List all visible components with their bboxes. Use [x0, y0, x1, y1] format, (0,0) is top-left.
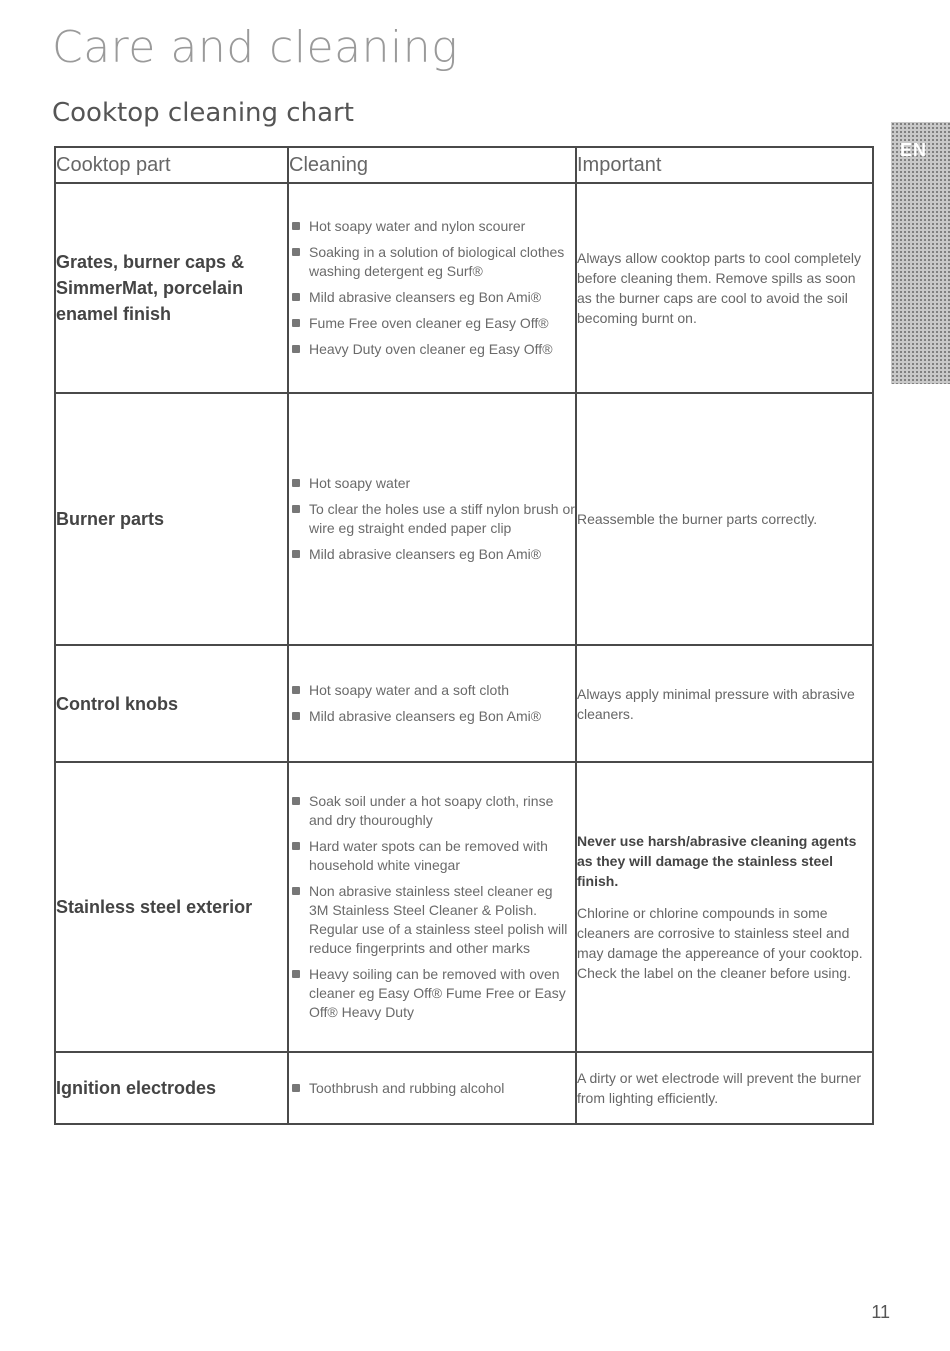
table-header-row: [55, 147, 873, 183]
cleaning-item-text: Heavy soiling can be removed with oven cleaner eg Easy Off® Fume Free or Easy Off® Heavy Duty: [309, 966, 566, 1020]
square-bullet-icon: [292, 222, 300, 230]
important-cell: [576, 393, 873, 645]
important-text: Always apply minimal pressure with abrasive cleaners.: [577, 685, 855, 722]
square-bullet-icon: [292, 479, 300, 487]
header-cooktop-part: Cooktop part: [55, 147, 288, 183]
cleaning-item: [289, 500, 575, 538]
important-text: Chlorine or chlorine compounds in some cleaners are corrosive to stainless steel and may damage the appereance of your cooktop. Check the label on the cleaner before using.: [577, 905, 863, 981]
cleaning-item-text: Toothbrush and rubbing alcohol: [309, 1079, 505, 1096]
cleaning-item: [289, 837, 575, 875]
important-warning-text: Never use harsh/abrasive cleaning agents as they will damage the stainless steel finish.: [577, 833, 857, 889]
cleaning-item-text: Soaking in a solution of biological clothes washing detergent eg Surf®: [309, 244, 565, 279]
cleaning-item: [289, 707, 575, 726]
cleaning-item: [289, 243, 575, 281]
cleaning-item: [289, 965, 575, 1022]
cleaning-cell: [288, 1052, 576, 1124]
cleaning-item-text: Heavy Duty oven cleaner eg Easy Off®: [309, 341, 553, 357]
important-text: Reassemble the burner parts correctly.: [577, 511, 818, 527]
cleaning-item-text: Mild abrasive cleansers eg Bon Ami®: [309, 289, 542, 305]
table-row: [55, 762, 873, 1052]
important-cell: [576, 762, 873, 1052]
page-number: 11: [871, 1302, 890, 1322]
part-cell: Grates, burner caps & SimmerMat, porcelain enamel finish: [55, 183, 288, 393]
cooktop-cleaning-table: [54, 146, 874, 1125]
square-bullet-icon: [292, 712, 300, 720]
cleaning-cell: [288, 393, 576, 645]
square-bullet-icon: [292, 248, 300, 256]
cleaning-list: [289, 1079, 575, 1098]
cleaning-list: [289, 474, 575, 564]
cleaning-item-text: Hard water spots can be removed with household white vinegar: [309, 838, 548, 873]
cleaning-cell: [288, 183, 576, 393]
cleaning-item-text: Hot soapy water: [309, 475, 411, 491]
cleaning-list: [289, 217, 575, 359]
cleaning-item-text: Hot soapy water and a soft cloth: [309, 682, 509, 698]
cleaning-item: [289, 288, 575, 307]
section-title: Cooktop cleaning chart: [52, 98, 354, 128]
cleaning-item: [289, 1079, 575, 1098]
cleaning-item: [289, 340, 575, 359]
cleaning-item-text: Non abrasive stainless steel cleaner eg 3M Stainless Steel Cleaner & Polish. Regular use of a stainless steel polish will reduce fingerprints and other marks: [309, 883, 568, 956]
header-important: Important: [576, 147, 873, 183]
important-text: Always allow cooktop parts to cool completely before cleaning them. Remove spills as soon as the burner caps are cool to avoid the soil becoming burnt on.: [577, 250, 862, 326]
table-row: [55, 183, 873, 393]
square-bullet-icon: [292, 293, 300, 301]
cleaning-item-text: To clear the holes use a stiff nylon brush or wire eg straight ended paper clip: [309, 501, 575, 536]
important-text: A dirty or wet electrode will prevent the burner from lighting efficiently.: [577, 1070, 862, 1106]
cleaning-list: [289, 681, 575, 726]
part-cell: Control knobs: [55, 645, 288, 762]
cleaning-item: [289, 474, 575, 493]
page-title: Care and cleaning: [52, 22, 458, 73]
cleaning-item-text: Mild abrasive cleansers eg Bon Ami®: [309, 708, 542, 724]
square-bullet-icon: [292, 970, 300, 978]
part-cell: Ignition electrodes: [55, 1052, 288, 1124]
cleaning-list: [289, 792, 575, 1022]
header-cleaning: Cleaning: [288, 147, 576, 183]
language-tab-label: EN: [900, 140, 928, 160]
important-cell: [576, 1052, 873, 1124]
cleaning-item: [289, 792, 575, 830]
cleaning-item: [289, 882, 575, 958]
table-row: [55, 393, 873, 645]
table-row: [55, 1052, 873, 1124]
cleaning-item: [289, 314, 575, 333]
cleaning-cell: [288, 645, 576, 762]
cleaning-item-text: Mild abrasive cleansers eg Bon Ami®: [309, 546, 542, 562]
square-bullet-icon: [292, 345, 300, 353]
table-row: [55, 645, 873, 762]
cleaning-item: [289, 681, 575, 700]
square-bullet-icon: [292, 319, 300, 327]
square-bullet-icon: [292, 1084, 300, 1092]
square-bullet-icon: [292, 505, 300, 513]
square-bullet-icon: [292, 797, 300, 805]
important-cell: [576, 645, 873, 762]
important-cell: [576, 183, 873, 393]
square-bullet-icon: [292, 550, 300, 558]
square-bullet-icon: [292, 686, 300, 694]
square-bullet-icon: [292, 842, 300, 850]
cleaning-item-text: Soak soil under a hot soapy cloth, rinse and dry thouroughly: [309, 793, 554, 828]
square-bullet-icon: [292, 887, 300, 895]
cleaning-item-text: Fume Free oven cleaner eg Easy Off®: [309, 315, 549, 331]
language-tab-marker: [891, 122, 950, 384]
cleaning-item-text: Hot soapy water and nylon scourer: [309, 218, 526, 234]
cleaning-item: [289, 545, 575, 564]
part-cell: Stainless steel exterior: [55, 762, 288, 1052]
cleaning-cell: [288, 762, 576, 1052]
part-cell: Burner parts: [55, 393, 288, 645]
cleaning-item: [289, 217, 575, 236]
